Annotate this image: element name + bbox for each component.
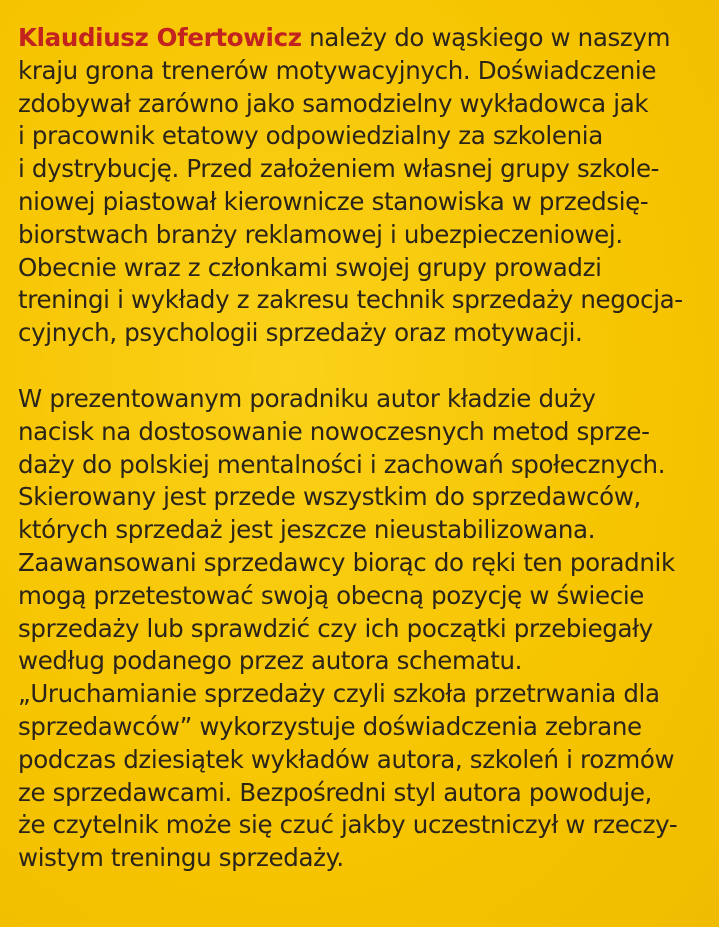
text-line: Zaawansowani sprzedawcy biorąc do ręki ten poradnik bbox=[18, 547, 675, 577]
text-line: że czytelnik może się czuć jakby uczestniczył w rzeczy- bbox=[18, 810, 678, 840]
text-line: „Uruchamianie sprzedaży czyli szkoła przetrwania dla bbox=[18, 679, 660, 709]
back-cover-text bbox=[18, 22, 708, 875]
book-description-paragraph bbox=[18, 383, 708, 875]
text-line: mogą przetestować swoją obecną pozycję w świecie bbox=[18, 580, 645, 610]
text-line: cyjnych, psychologii sprzedaży oraz motywacji. bbox=[18, 318, 583, 348]
text-line: niowej piastował kierownicze stanowiska w przedsię- bbox=[18, 186, 649, 216]
text-line bbox=[18, 22, 708, 55]
text-line: biorstwach branży reklamowej i ubezpieczeniowej. bbox=[18, 219, 623, 249]
text-line: których sprzedaż jest jeszcze nieustabilizowana. bbox=[18, 515, 596, 545]
text-line-rest: należy do wąskiego w naszym bbox=[301, 23, 671, 52]
text-line: Obecnie wraz z członkami swojej grupy prowadzi bbox=[18, 252, 602, 282]
author-bio-paragraph bbox=[18, 22, 708, 350]
text-line: daży do polskiej mentalności i zachowań społecznych. bbox=[18, 449, 666, 479]
text-line: według podanego przez autora schematu. bbox=[18, 646, 523, 676]
text-line: i pracownik etatowy odpowiedzialny za szkolenia bbox=[18, 121, 603, 151]
paragraph-gap bbox=[18, 350, 708, 383]
text-line: treningi i wykłady z zakresu technik sprzedaży negocja- bbox=[18, 285, 683, 315]
text-line: nacisk na dostosowanie nowoczesnych metod sprze- bbox=[18, 416, 650, 446]
text-line: zdobywał zarówno jako samodzielny wykładowca jak bbox=[18, 88, 649, 118]
text-line: podczas dziesiątek wykładów autora, szkoleń i rozmów bbox=[18, 744, 675, 774]
text-line: wistym treningu sprzedaży. bbox=[18, 843, 344, 873]
text-line: sprzedawców” wykorzystuje doświadczenia zebrane bbox=[18, 711, 642, 741]
text-line: i dystrybucję. Przed założeniem własnej grupy szkole- bbox=[18, 154, 660, 184]
text-line: sprzedaży lub sprawdzić czy ich początki przebiegały bbox=[18, 613, 653, 643]
text-line: Skierowany jest przede wszystkim do sprzedawców, bbox=[18, 482, 641, 512]
text-line: kraju grona trenerów motywacyjnych. Doświadczenie bbox=[18, 55, 657, 85]
text-line: ze sprzedawcami. Bezpośredni styl autora powoduje, bbox=[18, 777, 652, 807]
text-line: W prezentowanym poradniku autor kładzie duży bbox=[18, 383, 596, 413]
author-name: Klaudiusz Ofertowicz bbox=[18, 23, 302, 52]
